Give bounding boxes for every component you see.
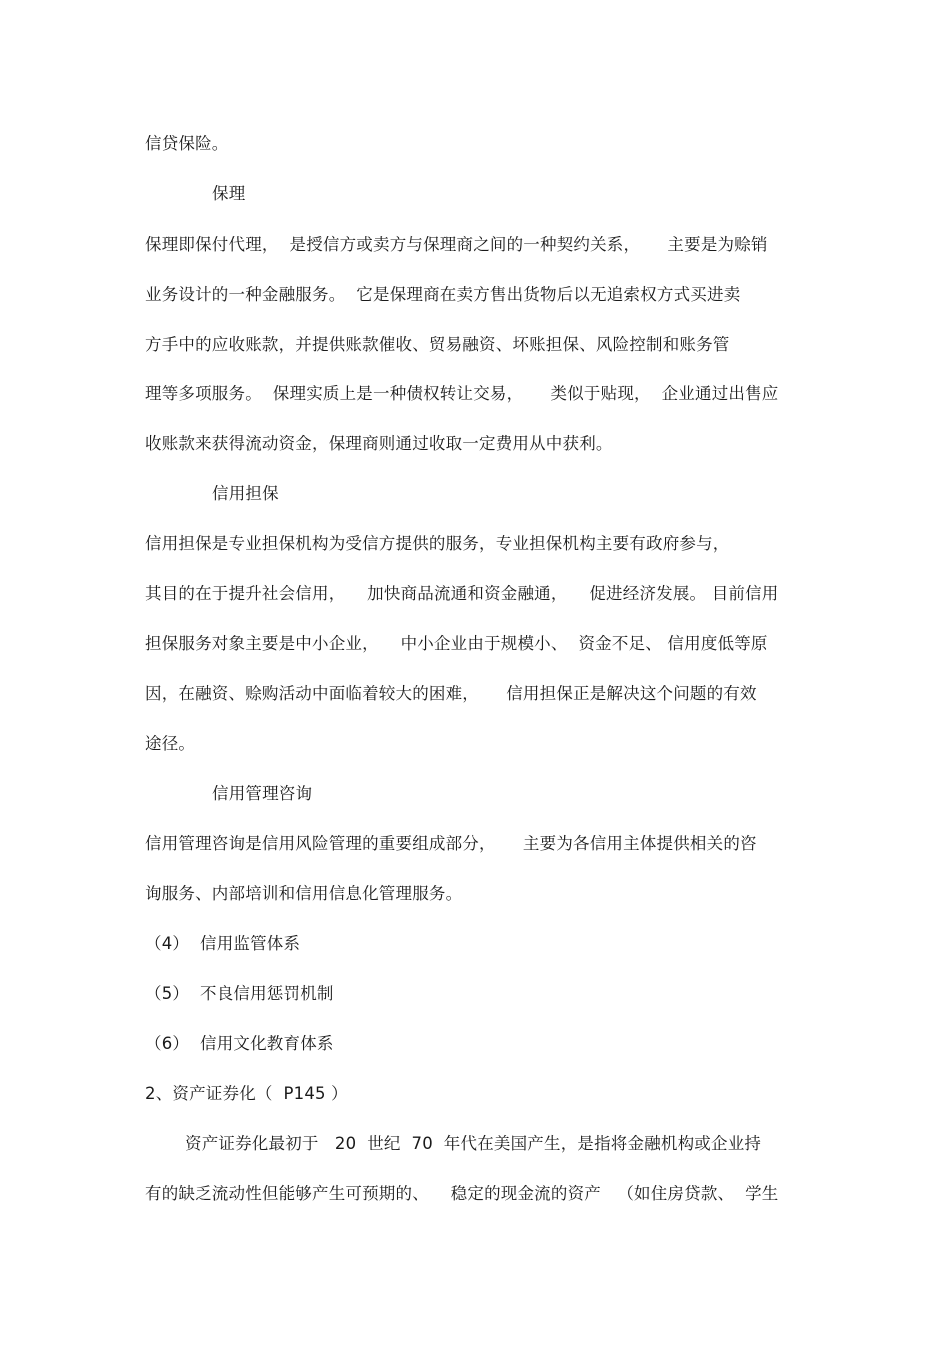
paragraph-line: 有的缺乏流动性但能够产生可预期的、 稳定的现金流的资产 （如住房贷款、 学生 <box>145 1184 779 1203</box>
paragraph-line: 业务设计的一种金融服务。 它是保理商在卖方售出货物后以无追索权方式买进卖 <box>145 285 741 304</box>
list-item: （4） 信用监管体系 <box>145 934 301 953</box>
list-item: （5） 不良信用惩罚机制 <box>145 984 334 1003</box>
paragraph-line: 途径。 <box>145 734 196 753</box>
paragraph-line: 方手中的应收账款，并提供账款催收、贸易融资、坏账担保、风险控制和账务管 <box>145 335 730 354</box>
section-heading-factoring: 保理 <box>212 184 246 203</box>
paragraph-line: 担保服务对象主要是中小企业， 中小企业由于规模小、 资金不足、 信用度低等原 <box>145 634 768 653</box>
paragraph-line: 信用担保是专业担保机构为受信方提供的服务，专业担保机构主要有政府参与， <box>145 534 730 553</box>
paragraph-line: 保理即保付代理， 是授信方或卖方与保理商之间的一种契约关系， 主要是为赊销 <box>145 235 768 254</box>
paragraph-line: 信用管理咨询是信用风险管理的重要组成部分， 主要为各信用主体提供相关的咨 <box>145 834 757 853</box>
list-item: （6） 信用文化教育体系 <box>145 1034 334 1053</box>
paragraph-line: 理等多项服务。 保理实质上是一种债权转让交易， 类似于贴现， 企业通过出售应 <box>145 384 779 403</box>
paragraph-line: 收账款来获得流动资金，保理商则通过收取一定费用从中获利。 <box>145 434 613 453</box>
section-heading-credit-consulting: 信用管理咨询 <box>212 784 313 803</box>
section-heading-credit-guarantee: 信用担保 <box>212 484 279 503</box>
paragraph-line: 资产证券化最初于 20 世纪 70 年代在美国产生，是指将金融机构或企业持 <box>185 1134 762 1153</box>
paragraph-line: 因，在融资、赊购活动中面临着较大的困难， 信用担保正是解决这个问题的有效 <box>145 684 757 703</box>
paragraph-line: 信贷保险。 <box>145 134 229 153</box>
section-heading-securitization: 2、资产证券化（ P145 ） <box>145 1084 348 1103</box>
paragraph-line: 询服务、内部培训和信用信息化管理服务。 <box>145 884 463 903</box>
paragraph-line: 其目的在于提升社会信用， 加快商品流通和资金融通， 促进经济发展。 目前信用 <box>145 584 779 603</box>
